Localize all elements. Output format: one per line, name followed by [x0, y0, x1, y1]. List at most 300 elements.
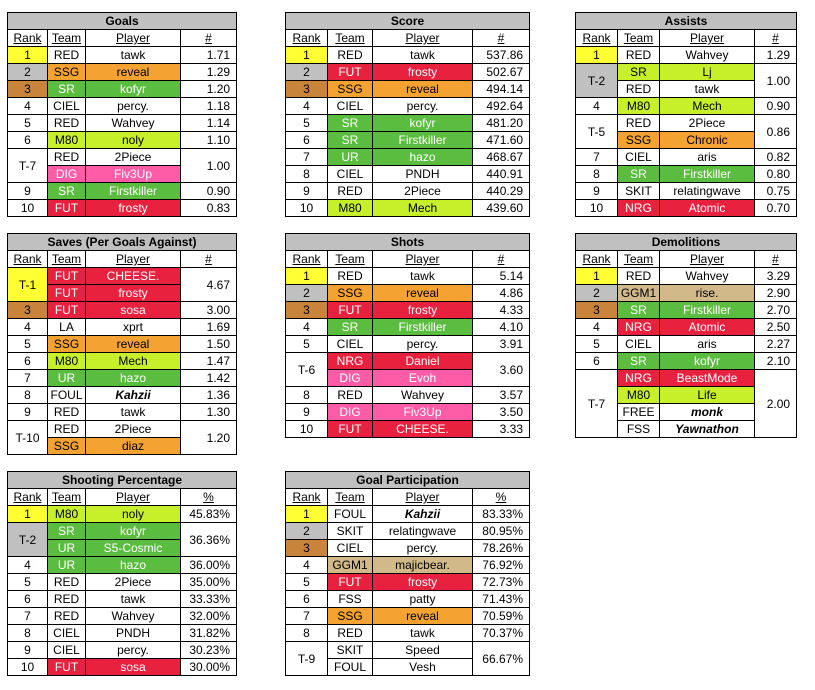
team-cell: M80: [618, 387, 660, 404]
value-cell: 2.27: [755, 336, 797, 353]
rank-cell: 4: [8, 98, 48, 115]
player-cell: kofyr: [86, 81, 181, 98]
table-row: [8, 642, 237, 659]
team-cell: SR: [618, 302, 660, 319]
value-header: #: [473, 251, 530, 268]
value-cell: 4.67: [181, 268, 237, 302]
rank-cell: 6: [8, 591, 48, 608]
rank-cell: 9: [576, 183, 618, 200]
stat-table: [575, 233, 797, 438]
table-row: [8, 659, 237, 676]
rank-cell: 9: [286, 183, 328, 200]
table-row: [286, 268, 530, 285]
rank-cell: 4: [286, 557, 328, 574]
value-cell: 0.82: [755, 149, 797, 166]
value-header: #: [755, 30, 797, 47]
table-row: [286, 302, 530, 319]
player-header: Player: [373, 251, 473, 268]
team-cell: SR: [48, 523, 86, 540]
player-cell: relatingwave: [660, 183, 755, 200]
team-cell: CIEL: [48, 642, 86, 659]
value-cell: 1.00: [181, 149, 237, 183]
team-cell: RED: [48, 47, 86, 64]
value-cell: 1.20: [181, 421, 237, 455]
table-title: Shooting Percentage: [8, 472, 237, 489]
team-cell: NRG: [618, 319, 660, 336]
table-row: [8, 591, 237, 608]
rank-cell: 1: [286, 506, 328, 523]
rank-header: Rank: [8, 251, 48, 268]
value-cell: 66.67%: [473, 642, 530, 676]
player-header: Player: [373, 30, 473, 47]
value-cell: 2.90: [755, 285, 797, 302]
player-cell: diaz: [86, 438, 181, 455]
table-row: [286, 557, 530, 574]
rank-cell: 1: [8, 47, 48, 64]
table-title: Goal Participation: [286, 472, 530, 489]
player-cell: aris: [660, 149, 755, 166]
player-cell: percy.: [373, 98, 473, 115]
team-header: Team: [618, 251, 660, 268]
value-cell: 70.37%: [473, 625, 530, 642]
player-cell: tawk: [660, 81, 755, 98]
table-row: [576, 302, 797, 319]
player-cell: Firstkiller: [373, 132, 473, 149]
table-title: Demolitions: [576, 234, 797, 251]
player-header: Player: [660, 30, 755, 47]
value-cell: 492.64: [473, 98, 530, 115]
table-row: [8, 404, 237, 421]
player-cell: tawk: [373, 47, 473, 64]
player-header: Player: [373, 489, 473, 506]
table-row: [8, 183, 237, 200]
team-cell: FUT: [328, 574, 373, 591]
player-cell: noly: [86, 132, 181, 149]
rank-cell: 10: [8, 200, 48, 217]
player-header: Player: [86, 30, 181, 47]
player-header: Player: [86, 489, 181, 506]
player-cell: Life: [660, 387, 755, 404]
team-cell: RED: [48, 149, 86, 166]
value-cell: 1.29: [181, 64, 237, 81]
value-cell: 1.30: [181, 404, 237, 421]
rank-cell: 2: [576, 285, 618, 302]
value-cell: 45.83%: [181, 506, 237, 523]
stat-table: [7, 233, 237, 455]
team-cell: FUT: [328, 302, 373, 319]
value-cell: 440.29: [473, 183, 530, 200]
rank-cell: T-7: [8, 149, 48, 183]
team-cell: NRG: [618, 370, 660, 387]
player-cell: PNDH: [86, 625, 181, 642]
value-cell: 70.59%: [473, 608, 530, 625]
value-cell: 83.33%: [473, 506, 530, 523]
player-cell: reveal: [373, 608, 473, 625]
value-cell: 481.20: [473, 115, 530, 132]
rank-cell: 5: [576, 336, 618, 353]
team-cell: SKIT: [618, 183, 660, 200]
table-row: [286, 319, 530, 336]
value-cell: 72.73%: [473, 574, 530, 591]
player-cell: percy.: [86, 98, 181, 115]
rank-cell: 1: [8, 506, 48, 523]
value-cell: 5.14: [473, 268, 530, 285]
table-title: Goals: [8, 13, 237, 30]
team-cell: M80: [48, 132, 86, 149]
player-cell: Atomic: [660, 319, 755, 336]
team-cell: SKIT: [328, 523, 373, 540]
player-cell: Fiv3Up: [373, 404, 473, 421]
rank-cell: 5: [8, 574, 48, 591]
team-cell: CIEL: [328, 540, 373, 557]
rank-cell: 2: [286, 523, 328, 540]
rank-cell: 1: [576, 47, 618, 64]
value-header: #: [755, 251, 797, 268]
team-cell: FOUL: [328, 506, 373, 523]
table-row: [8, 370, 237, 387]
player-cell: percy.: [373, 336, 473, 353]
player-cell: tawk: [86, 47, 181, 64]
rank-cell: 9: [8, 404, 48, 421]
value-cell: 1.20: [181, 81, 237, 98]
player-cell: 2Piece: [660, 115, 755, 132]
value-header: %: [181, 489, 237, 506]
value-cell: 0.70: [755, 200, 797, 217]
value-cell: 471.60: [473, 132, 530, 149]
table-row: [8, 625, 237, 642]
table-row: [8, 421, 237, 438]
player-cell: tawk: [373, 268, 473, 285]
rank-cell: T-10: [8, 421, 48, 455]
value-cell: 4.10: [473, 319, 530, 336]
table-header-row: [8, 489, 237, 506]
team-cell: SR: [48, 183, 86, 200]
stat-table: [7, 12, 237, 217]
team-cell: GGM1: [618, 285, 660, 302]
rank-cell: 5: [8, 115, 48, 132]
rank-cell: 2: [286, 64, 328, 81]
rank-cell: 7: [576, 149, 618, 166]
table-row: [286, 285, 530, 302]
team-cell: RED: [618, 115, 660, 132]
table-header-row: [286, 251, 530, 268]
player-cell: percy.: [86, 642, 181, 659]
table-row: [8, 132, 237, 149]
rank-cell: T-9: [286, 642, 328, 676]
table-title-row: [8, 234, 237, 251]
value-header: #: [181, 30, 237, 47]
rank-cell: 6: [286, 132, 328, 149]
rank-cell: 10: [286, 200, 328, 217]
rank-cell: T-5: [576, 115, 618, 149]
rank-cell: 3: [8, 302, 48, 319]
player-cell: frosty: [373, 64, 473, 81]
table-row: [8, 523, 237, 540]
player-cell: Kahzii: [373, 506, 473, 523]
rank-cell: T-6: [286, 353, 328, 387]
team-cell: DIG: [328, 404, 373, 421]
table-row: [286, 47, 530, 64]
stat-table: [575, 12, 797, 217]
player-cell: reveal: [86, 64, 181, 81]
table-title: Shots: [286, 234, 530, 251]
value-cell: 3.57: [473, 387, 530, 404]
team-cell: RED: [48, 421, 86, 438]
value-cell: 30.00%: [181, 659, 237, 676]
rank-cell: 10: [286, 421, 328, 438]
table-row: [576, 353, 797, 370]
stat-table: [285, 471, 530, 676]
player-cell: kofyr: [86, 523, 181, 540]
team-cell: FSS: [618, 421, 660, 438]
table-row: [286, 98, 530, 115]
rank-cell: 6: [8, 132, 48, 149]
value-cell: 3.50: [473, 404, 530, 421]
value-cell: 35.00%: [181, 574, 237, 591]
team-cell: SSG: [618, 132, 660, 149]
player-cell: Mech: [660, 98, 755, 115]
player-cell: 2Piece: [86, 574, 181, 591]
value-cell: 3.29: [755, 268, 797, 285]
rank-cell: 8: [286, 387, 328, 404]
team-cell: CIEL: [328, 98, 373, 115]
team-cell: M80: [48, 353, 86, 370]
team-cell: FREE: [618, 404, 660, 421]
stat-table: [285, 233, 530, 438]
value-cell: 494.14: [473, 81, 530, 98]
value-cell: 1.47: [181, 353, 237, 370]
rank-cell: 2: [286, 285, 328, 302]
table-row: [576, 149, 797, 166]
player-cell: monk: [660, 404, 755, 421]
team-cell: RED: [618, 81, 660, 98]
value-cell: 1.50: [181, 336, 237, 353]
table-row: [8, 149, 237, 166]
team-cell: NRG: [618, 200, 660, 217]
rank-cell: 4: [576, 319, 618, 336]
rank-cell: 9: [8, 183, 48, 200]
rank-cell: 2: [8, 64, 48, 81]
player-cell: reveal: [373, 285, 473, 302]
player-cell: Wahvey: [86, 115, 181, 132]
rank-header: Rank: [8, 489, 48, 506]
table-row: [286, 591, 530, 608]
value-header: #: [473, 30, 530, 47]
value-cell: 31.82%: [181, 625, 237, 642]
team-cell: SR: [328, 132, 373, 149]
rank-cell: T-2: [8, 523, 48, 557]
table-row: [8, 115, 237, 132]
player-cell: Mech: [373, 200, 473, 217]
team-cell: FUT: [48, 285, 86, 302]
team-cell: RED: [48, 608, 86, 625]
team-cell: SSG: [328, 285, 373, 302]
table-row: [8, 47, 237, 64]
rank-cell: T-1: [8, 268, 48, 302]
team-header: Team: [328, 251, 373, 268]
value-cell: 76.92%: [473, 557, 530, 574]
player-cell: Wahvey: [660, 268, 755, 285]
table-title-row: [286, 472, 530, 489]
rank-cell: 3: [286, 540, 328, 557]
team-cell: CIEL: [48, 98, 86, 115]
value-cell: 1.00: [755, 64, 797, 98]
table-row: [8, 387, 237, 404]
player-cell: Firstkiller: [660, 166, 755, 183]
value-header: %: [473, 489, 530, 506]
table-row: [8, 200, 237, 217]
rank-cell: 10: [576, 200, 618, 217]
table-row: [8, 353, 237, 370]
rank-cell: 5: [286, 336, 328, 353]
table-row: [286, 523, 530, 540]
table-row: [8, 608, 237, 625]
team-cell: SSG: [48, 64, 86, 81]
team-header: Team: [328, 489, 373, 506]
team-cell: DIG: [48, 166, 86, 183]
rank-cell: 7: [286, 608, 328, 625]
rank-cell: 1: [286, 47, 328, 64]
rank-cell: 3: [286, 81, 328, 98]
table-row: [576, 200, 797, 217]
value-cell: 2.50: [755, 319, 797, 336]
table-row: [286, 574, 530, 591]
table-row: [8, 64, 237, 81]
rank-cell: 5: [286, 115, 328, 132]
player-header: Player: [86, 251, 181, 268]
player-cell: tawk: [373, 625, 473, 642]
rank-cell: T-7: [576, 370, 618, 438]
rank-header: Rank: [576, 251, 618, 268]
player-cell: 2Piece: [86, 149, 181, 166]
team-cell: FUT: [328, 64, 373, 81]
table-header-row: [286, 30, 530, 47]
table-row: [286, 64, 530, 81]
rank-cell: 6: [286, 591, 328, 608]
value-cell: 1.42: [181, 370, 237, 387]
team-cell: FUT: [48, 268, 86, 285]
value-cell: 0.90: [181, 183, 237, 200]
table-row: [286, 540, 530, 557]
rank-cell: 8: [576, 166, 618, 183]
rank-cell: 1: [286, 268, 328, 285]
table-row: [286, 200, 530, 217]
table-row: [576, 285, 797, 302]
rank-cell: 5: [8, 336, 48, 353]
value-cell: 78.26%: [473, 540, 530, 557]
rank-cell: 4: [576, 98, 618, 115]
player-cell: majicbear.: [373, 557, 473, 574]
player-cell: xprt: [86, 319, 181, 336]
team-cell: FOUL: [48, 387, 86, 404]
rank-header: Rank: [8, 30, 48, 47]
team-cell: SSG: [328, 608, 373, 625]
table-row: [286, 166, 530, 183]
table-row: [8, 336, 237, 353]
table-row: [576, 166, 797, 183]
player-cell: 2Piece: [373, 183, 473, 200]
team-cell: UR: [48, 557, 86, 574]
player-cell: Mech: [86, 353, 181, 370]
stat-table: [7, 471, 237, 676]
player-cell: Wahvey: [373, 387, 473, 404]
team-cell: RED: [328, 268, 373, 285]
value-cell: 36.00%: [181, 557, 237, 574]
team-cell: CIEL: [48, 625, 86, 642]
value-cell: 0.83: [181, 200, 237, 217]
value-cell: 32.00%: [181, 608, 237, 625]
player-cell: percy.: [373, 540, 473, 557]
table-row: [576, 319, 797, 336]
player-cell: Vesh: [373, 659, 473, 676]
value-cell: 537.86: [473, 47, 530, 64]
player-cell: frosty: [86, 200, 181, 217]
table-row: [576, 336, 797, 353]
player-cell: BeastMode: [660, 370, 755, 387]
value-cell: 440.91: [473, 166, 530, 183]
player-cell: patty: [373, 591, 473, 608]
team-cell: RED: [48, 591, 86, 608]
team-header: Team: [48, 251, 86, 268]
team-cell: RED: [618, 47, 660, 64]
player-cell: 2Piece: [86, 421, 181, 438]
team-cell: GGM1: [328, 557, 373, 574]
rank-cell: 8: [286, 625, 328, 642]
value-cell: 439.60: [473, 200, 530, 217]
player-cell: Firstkiller: [86, 183, 181, 200]
team-cell: RED: [618, 268, 660, 285]
value-cell: 2.10: [755, 353, 797, 370]
value-cell: 1.18: [181, 98, 237, 115]
value-cell: 71.43%: [473, 591, 530, 608]
value-cell: 80.95%: [473, 523, 530, 540]
table-row: [286, 625, 530, 642]
player-cell: Evoh: [373, 370, 473, 387]
table-row: [286, 421, 530, 438]
player-cell: sosa: [86, 659, 181, 676]
team-cell: CIEL: [328, 336, 373, 353]
team-cell: CIEL: [328, 166, 373, 183]
rank-cell: 6: [576, 353, 618, 370]
table-row: [8, 268, 237, 285]
player-cell: rise.: [660, 285, 755, 302]
player-cell: Yawnathon: [660, 421, 755, 438]
table-row: [576, 64, 797, 81]
rank-cell: 4: [8, 557, 48, 574]
team-header: Team: [48, 30, 86, 47]
player-cell: relatingwave: [373, 523, 473, 540]
value-cell: 30.23%: [181, 642, 237, 659]
team-cell: UR: [48, 540, 86, 557]
value-cell: 3.33: [473, 421, 530, 438]
rank-cell: 3: [8, 81, 48, 98]
table-row: [8, 557, 237, 574]
player-cell: aris: [660, 336, 755, 353]
player-cell: hazo: [373, 149, 473, 166]
team-cell: FUT: [328, 421, 373, 438]
player-cell: Wahvey: [86, 608, 181, 625]
team-header: Team: [328, 30, 373, 47]
player-cell: frosty: [373, 302, 473, 319]
team-cell: RED: [328, 183, 373, 200]
table-row: [576, 47, 797, 64]
value-cell: 1.71: [181, 47, 237, 64]
team-cell: FOUL: [328, 659, 373, 676]
value-cell: 33.33%: [181, 591, 237, 608]
team-cell: CIEL: [618, 336, 660, 353]
value-cell: 468.67: [473, 149, 530, 166]
rank-cell: 7: [286, 149, 328, 166]
